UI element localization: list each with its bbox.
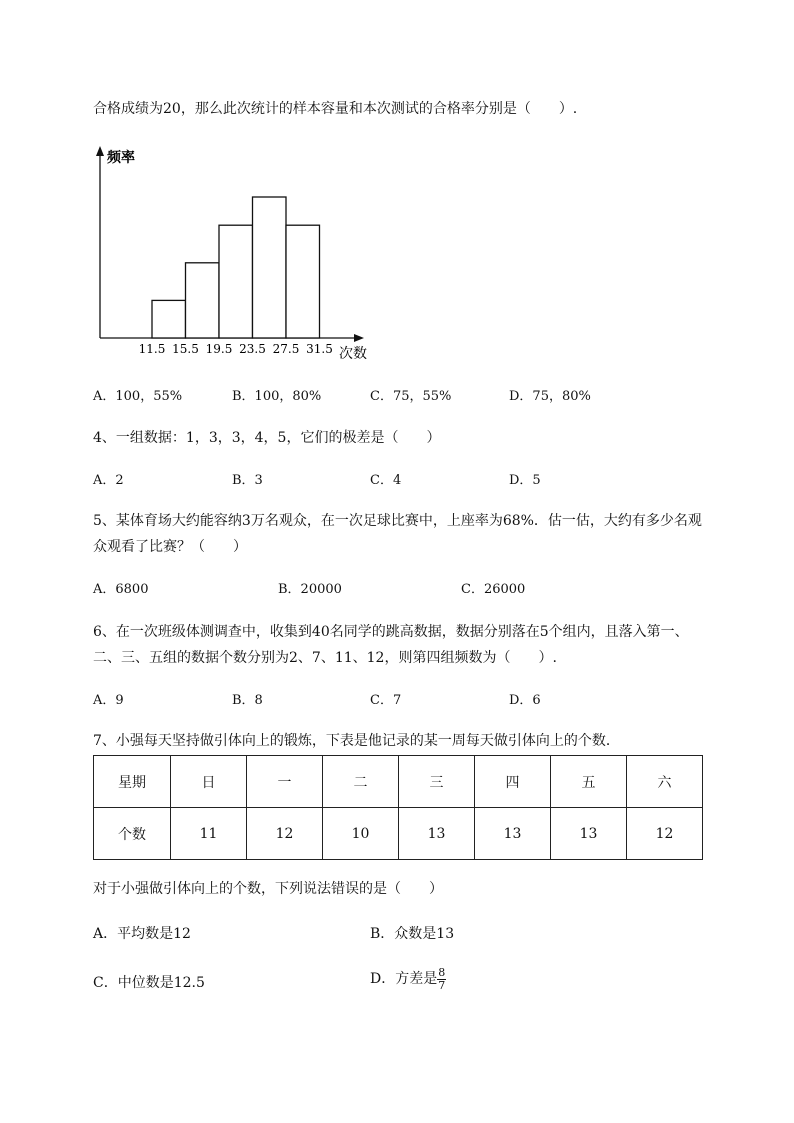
table-cell: 三 bbox=[399, 756, 475, 808]
x-tick-label: 23.5 bbox=[239, 342, 266, 356]
q3-stem: 合格成绩为20，那么此次统计的样本容量和本次测试的合格率分别是（ ）. bbox=[93, 101, 578, 117]
q3-option-c[interactable]: C．75，55% bbox=[370, 389, 452, 404]
table-cell: 11 bbox=[171, 808, 247, 860]
q6-option-a[interactable]: A．9 bbox=[93, 693, 124, 708]
q7-option-b[interactable]: B．众数是13 bbox=[370, 926, 455, 942]
table-cell: 四 bbox=[475, 756, 551, 808]
q7-option-d[interactable] bbox=[370, 965, 446, 993]
q6-stem-line2: 二、三、五组的数据个数分别为2、7、11、12，则第四组频数为（ ）. bbox=[93, 650, 557, 666]
table-cell: 13 bbox=[551, 808, 627, 860]
q6-option-b[interactable]: B．8 bbox=[232, 693, 263, 708]
q5-option-b[interactable]: B．20000 bbox=[278, 582, 342, 597]
table-cell: 二 bbox=[323, 756, 399, 808]
histogram-bar bbox=[152, 300, 186, 338]
y-axis-arrow bbox=[96, 146, 104, 156]
x-tick-label: 31.5 bbox=[306, 342, 333, 356]
table-row-count bbox=[94, 808, 703, 860]
table-cell: 一 bbox=[247, 756, 323, 808]
x-tick-label: 27.5 bbox=[272, 342, 300, 356]
histogram-bar bbox=[219, 225, 253, 338]
fraction-numerator: 8 bbox=[438, 965, 446, 979]
y-axis-label: 频率 bbox=[107, 150, 135, 166]
table-cell: 日 bbox=[171, 756, 247, 808]
table-cell: 10 bbox=[323, 808, 399, 860]
histogram-bar bbox=[286, 225, 320, 338]
q4-stem: 4、一组数据：1，3，3，4，5，它们的极差是（ ） bbox=[93, 430, 441, 446]
x-axis-label: 次数 bbox=[339, 346, 367, 362]
table-cell: 12 bbox=[247, 808, 323, 860]
q5-stem-line1: 5、某体育场大约能容纳3万名观众，在一次足球比赛中，上座率为68%．估一估，大约有多少名观 bbox=[93, 513, 702, 529]
table-cell: 星期 bbox=[94, 756, 171, 808]
fraction-denominator: 7 bbox=[438, 978, 446, 992]
table-row-weekday bbox=[94, 756, 703, 808]
table-cell: 个数 bbox=[94, 808, 171, 860]
x-axis-arrow bbox=[354, 334, 364, 342]
q4-option-d[interactable]: D．5 bbox=[509, 473, 541, 488]
q3-option-d[interactable]: D．75，80% bbox=[509, 389, 591, 404]
q4-option-a[interactable]: A．2 bbox=[93, 473, 124, 488]
x-tick-label: 11.5 bbox=[138, 342, 166, 356]
table-cell: 五 bbox=[551, 756, 627, 808]
q7-option-c[interactable]: C．中位数是12.5 bbox=[93, 975, 205, 991]
q4-option-c[interactable]: C．4 bbox=[370, 473, 402, 488]
x-tick-label: 15.5 bbox=[172, 342, 199, 356]
table-cell: 六 bbox=[627, 756, 703, 808]
q3-option-a[interactable]: A．100，55% bbox=[93, 389, 183, 404]
table-cell: 13 bbox=[475, 808, 551, 860]
q7-question: 对于小强做引体向上的个数，下列说法错误的是（ ） bbox=[93, 881, 443, 897]
histogram-bar bbox=[253, 197, 287, 338]
x-tick-label: 19.5 bbox=[205, 342, 233, 356]
q7-option-a[interactable]: A．平均数是12 bbox=[93, 926, 191, 942]
q7-stem: 7、小强每天坚持做引体向上的锻炼，下表是他记录的某一周每天做引体向上的个数． bbox=[93, 733, 620, 749]
table-cell: 13 bbox=[399, 808, 475, 860]
q6-option-d[interactable]: D．6 bbox=[509, 693, 541, 708]
frequency-histogram bbox=[86, 140, 386, 365]
pullup-table bbox=[93, 755, 703, 860]
q3-option-b[interactable]: B．100，80% bbox=[232, 389, 322, 404]
q5-option-a[interactable]: A．6800 bbox=[93, 582, 149, 597]
q5-stem-line2: 众观看了比赛？（ ） bbox=[93, 539, 247, 555]
table-cell: 12 bbox=[627, 808, 703, 860]
variance-fraction bbox=[437, 967, 446, 992]
q7-option-d-prefix: D．方差是 bbox=[370, 971, 438, 987]
q5-option-c[interactable]: C．26000 bbox=[461, 582, 526, 597]
q4-option-b[interactable]: B．3 bbox=[232, 473, 263, 488]
q6-option-c[interactable]: C．7 bbox=[370, 693, 402, 708]
histogram-bar bbox=[186, 263, 220, 338]
q6-stem-line1: 6、在一次班级体测调查中，收集到40名同学的跳高数据，数据分别落在5个组内，且落入第一、 bbox=[93, 624, 689, 640]
